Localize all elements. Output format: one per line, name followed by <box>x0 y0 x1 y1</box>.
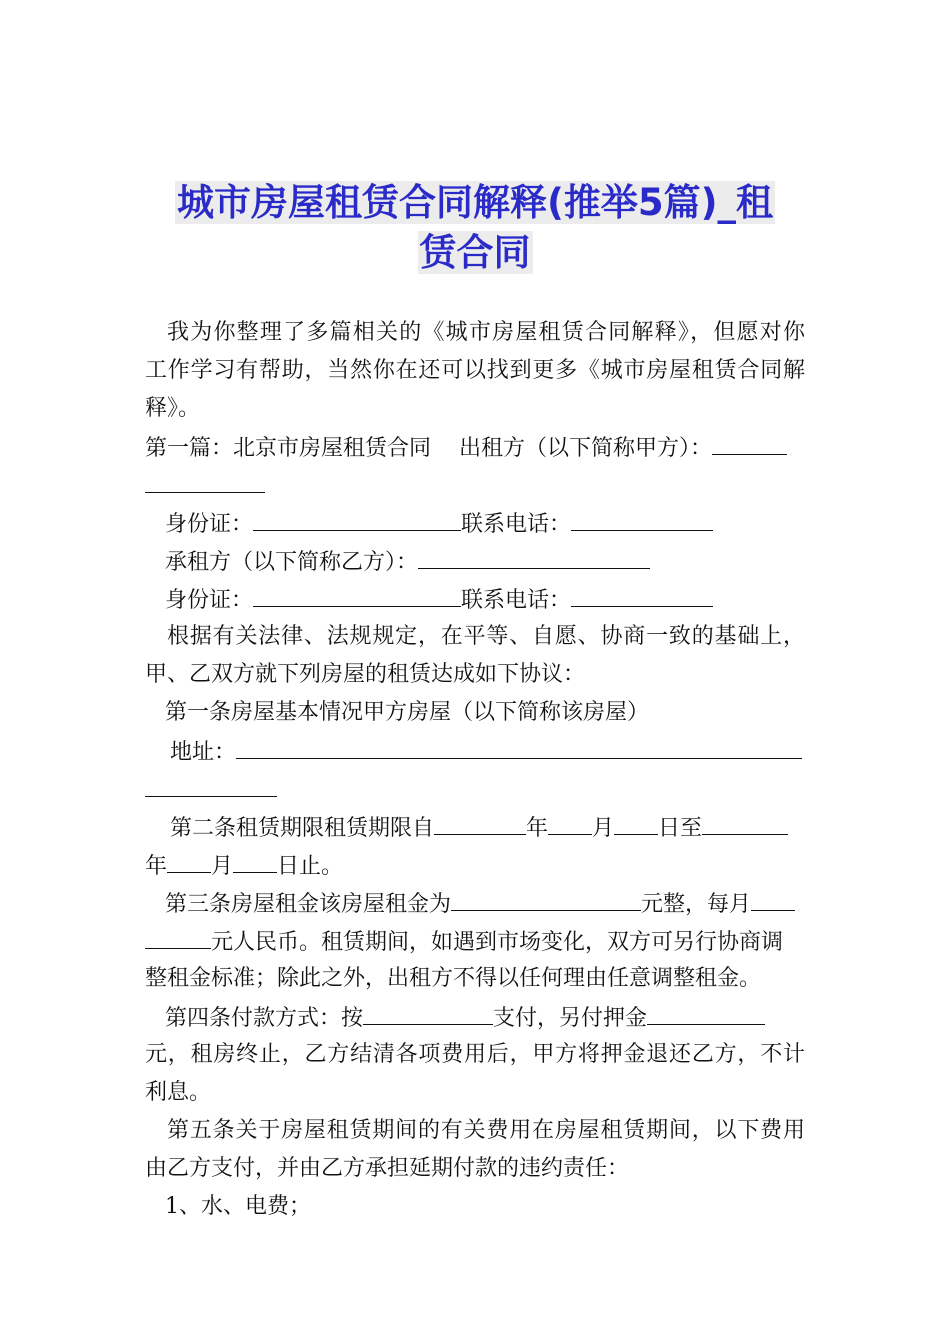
address-label: 地址： <box>170 740 237 765</box>
title-text-2: 赁合同 <box>419 231 531 274</box>
id-label-b: 身份证： <box>165 588 254 613</box>
address-row <box>170 736 802 768</box>
phone-label-b: 联系电话： <box>461 588 572 613</box>
lessee-name-blank <box>418 546 650 569</box>
article-2-line-2 <box>145 850 343 882</box>
lessee-label: 承租方（以下简称乙方）： <box>165 550 419 575</box>
address-row-cont <box>145 774 277 806</box>
art3-text-b: 元整，每月 <box>641 892 752 917</box>
start-year-blank <box>434 812 526 835</box>
article-3-line-1 <box>165 888 795 920</box>
part1-heading <box>145 432 787 464</box>
article-5-line-2: 由乙方支付，并由乙方承担延期付款的违约责任： <box>145 1156 630 1181</box>
title-text-1: 城市房屋租赁合同解释(推举5篇)_租 <box>176 181 774 224</box>
start-day-blank <box>614 812 658 835</box>
article-1: 第一条房屋基本情况甲方房屋（以下简称该房屋） <box>165 700 650 725</box>
day-to-label: 日至 <box>658 816 703 841</box>
article-3-line-2 <box>145 926 783 958</box>
lessor-name-blank-2 <box>145 470 265 493</box>
part1-heading-text: 第一篇：北京市房屋租赁合同 出租方（以下简称甲方）： <box>145 436 712 461</box>
lessee-row <box>165 546 650 578</box>
lessor-phone-blank <box>571 508 713 531</box>
end-year-blank-a <box>702 812 788 835</box>
article-4-line-1 <box>165 1002 765 1034</box>
deposit-blank <box>647 1002 765 1025</box>
art4-text-b: 支付，另付押金 <box>493 1006 648 1031</box>
intro-line-3: 释》。 <box>145 396 201 421</box>
document-title-line-1 <box>140 178 810 228</box>
payment-method-blank <box>363 1002 493 1025</box>
monthly-rent-blank-a <box>751 888 795 911</box>
start-month-blank <box>548 812 592 835</box>
end-day-blank <box>233 850 277 873</box>
article-4-line-3: 利息。 <box>145 1080 212 1105</box>
lessor-id-blank <box>253 508 461 531</box>
year-label-2: 年 <box>145 854 168 879</box>
monthly-rent-blank-b <box>145 926 211 949</box>
id-label-a: 身份证： <box>165 512 254 537</box>
phone-label-a: 联系电话： <box>461 512 572 537</box>
article-3-line-3: 整租金标准；除此之外，出租方不得以任何理由任意调整租金。 <box>145 966 762 991</box>
month-label-1: 月 <box>592 816 615 841</box>
end-month-blank <box>167 850 211 873</box>
month-label-2: 月 <box>211 854 234 879</box>
art3-text-c: 元人民币。租赁期间，如遇到市场变化，双方可另行协商调 <box>211 930 784 955</box>
document-title-line-2 <box>140 228 810 278</box>
lessor-name-blank-cont <box>145 470 265 502</box>
article-5-line-1: 第五条关于房屋租赁期间的有关费用在房屋租赁期间，以下费用 <box>167 1118 805 1143</box>
lessee-id-blank <box>253 584 461 607</box>
lessor-name-blank <box>712 432 787 455</box>
day-end-label: 日止。 <box>277 854 344 879</box>
lessee-id-row <box>165 584 713 616</box>
article-2-line-1 <box>170 812 788 844</box>
art2-text: 第二条租赁期限租赁期限自 <box>170 816 435 841</box>
address-blank-2 <box>145 774 277 797</box>
art4-text-a: 第四条付款方式：按 <box>165 1006 364 1031</box>
art3-text-a: 第三条房屋租金该房屋租金为 <box>165 892 452 917</box>
rent-total-blank <box>451 888 641 911</box>
basis-line-1: 根据有关法律、法规规定，在平等、自愿、协商一致的基础上， <box>167 624 805 649</box>
address-blank <box>236 736 802 759</box>
lessee-phone-blank <box>571 584 713 607</box>
intro-line-1: 我为你整理了多篇相关的《城市房屋租赁合同解释》，但愿对你 <box>167 320 805 345</box>
intro-line-2: 工作学习有帮助，当然你在还可以找到更多《城市房屋租赁合同解 <box>145 358 805 383</box>
article-4-line-2: 元，租房终止，乙方结清各项费用后，甲方将押金退还乙方，不计 <box>145 1042 805 1067</box>
lessor-id-row <box>165 508 713 540</box>
basis-line-2: 甲、乙双方就下列房屋的租赁达成如下协议： <box>145 662 586 687</box>
list-item-1: 1、水、电费； <box>165 1194 311 1219</box>
year-label-1: 年 <box>526 816 549 841</box>
